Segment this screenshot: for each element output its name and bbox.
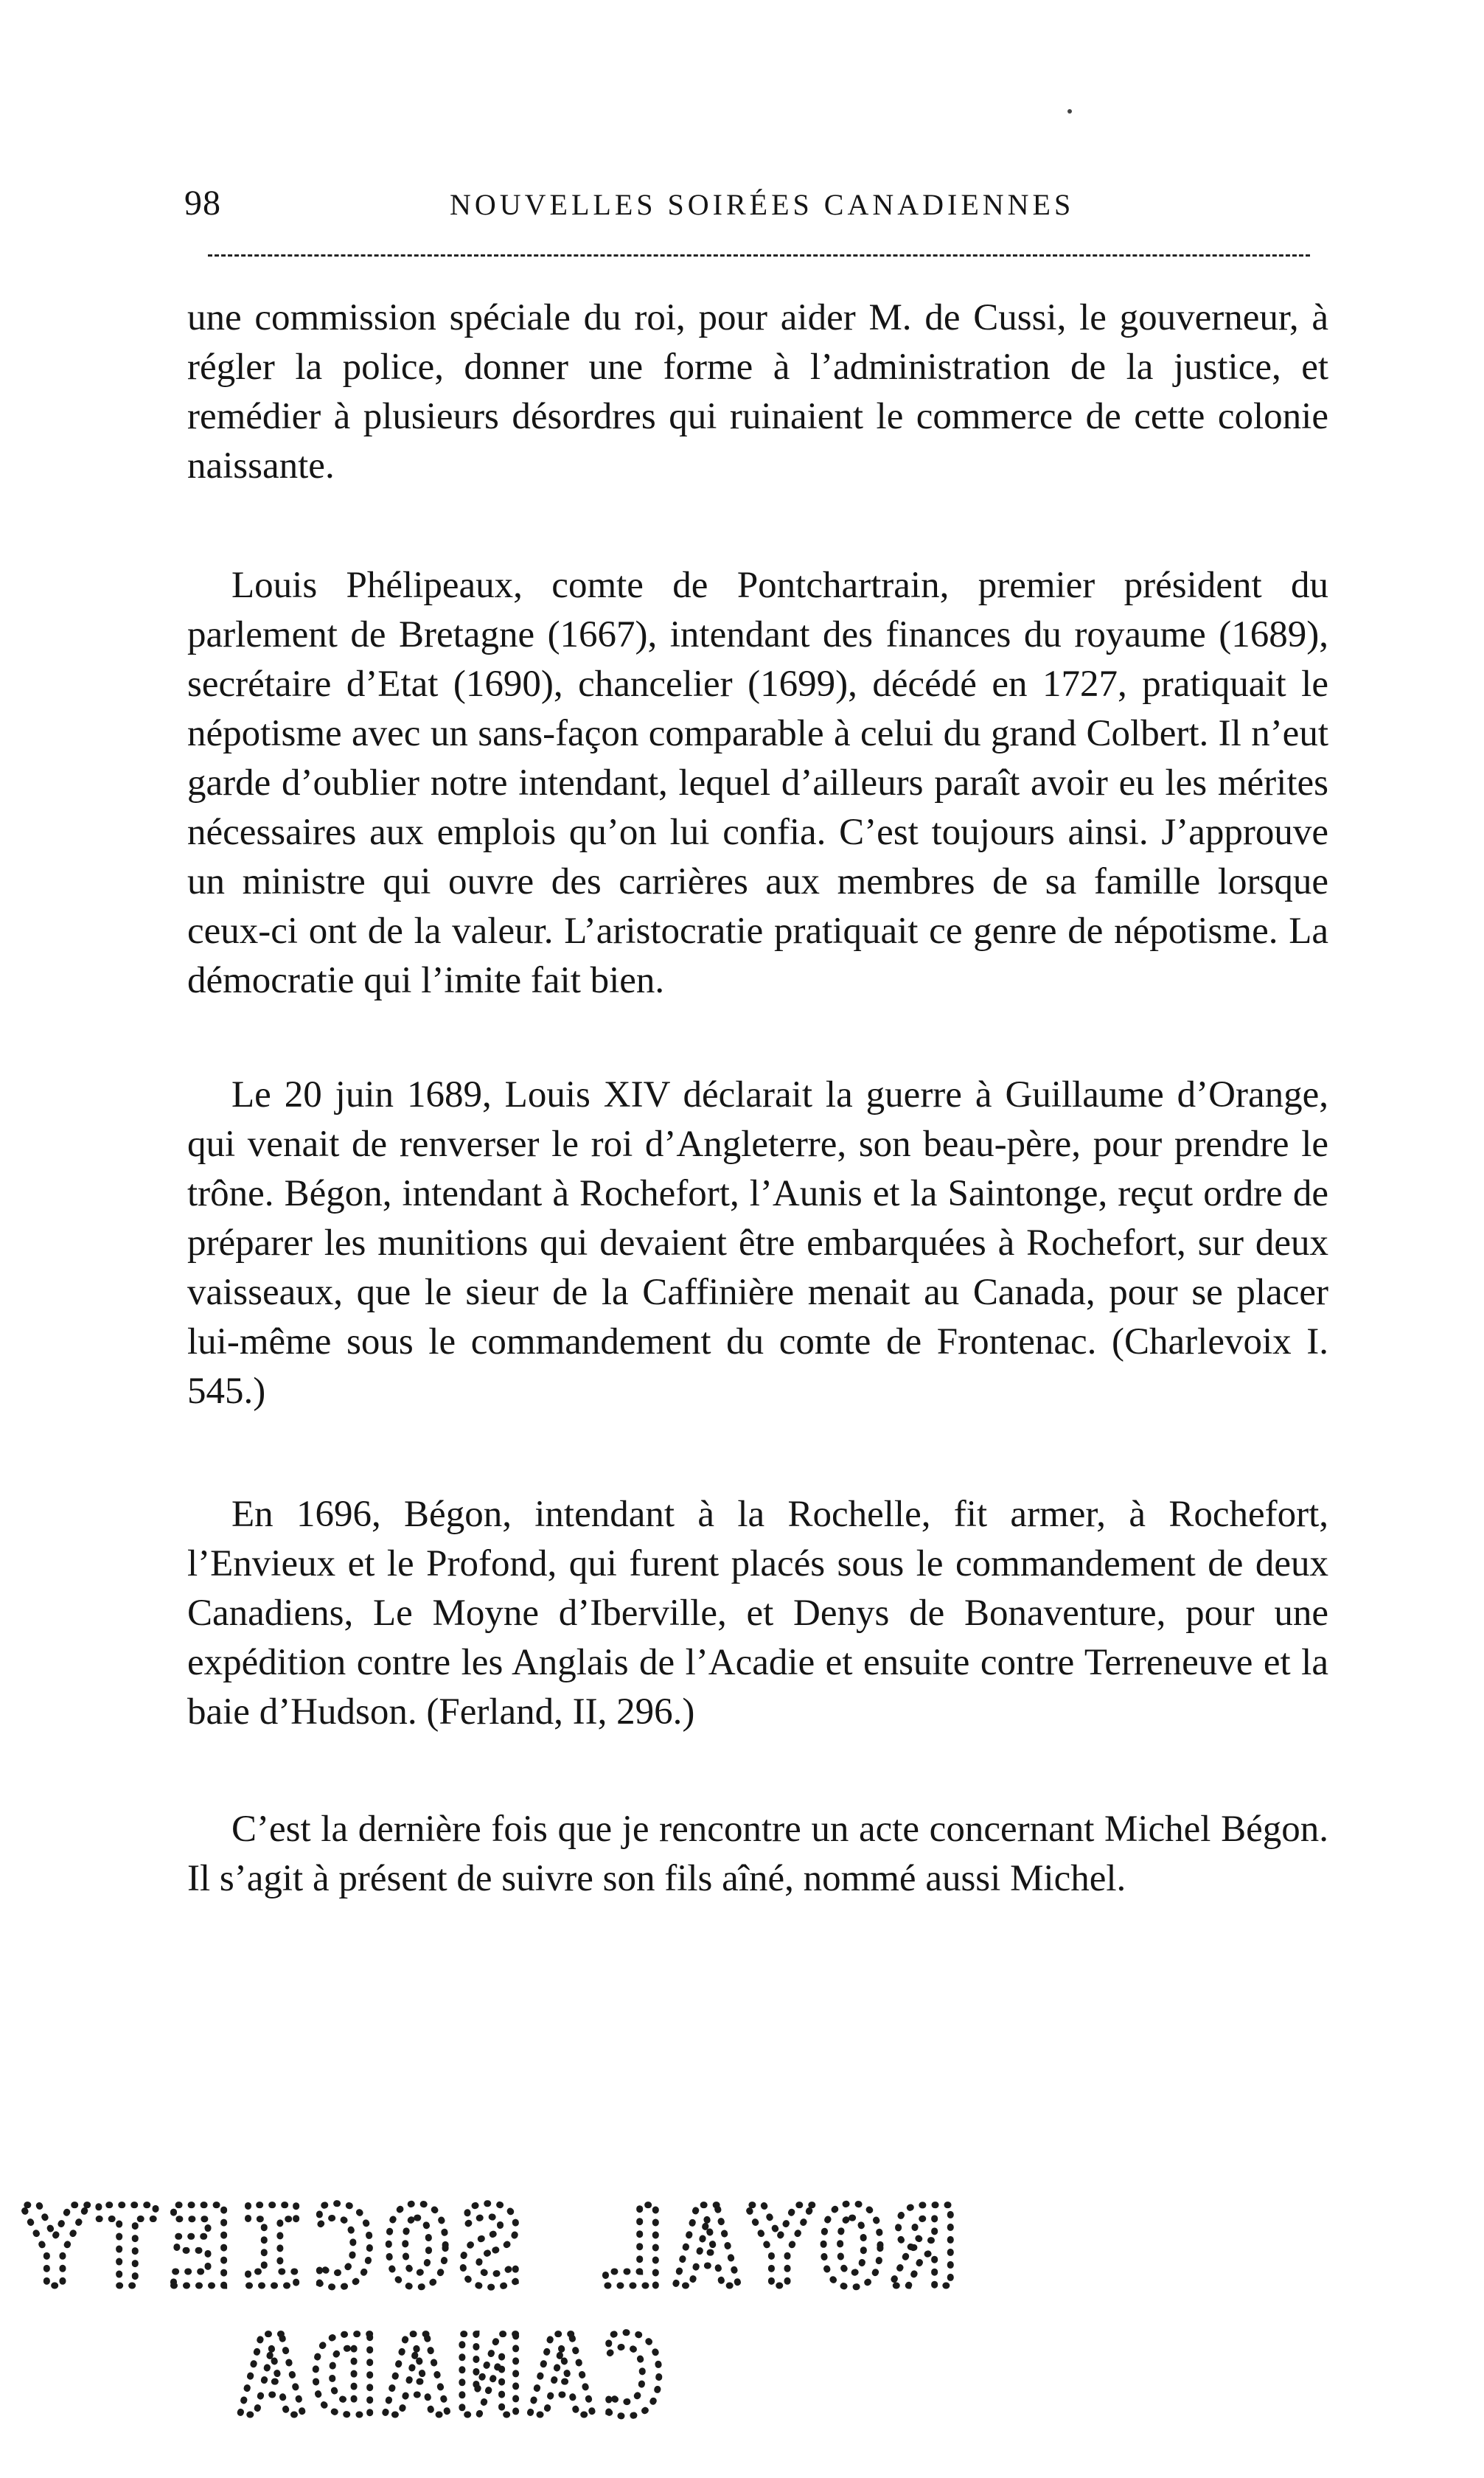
body-text	[187, 293, 1328, 1974]
paragraph-5: C’est la dernière fois que je rencontre un acte concernant Michel Bégon. Il s’agit à présent de suivre son fils aîné, nommé aussi Michel.	[187, 1809, 1328, 1899]
stamp-line-2: CANADA	[232, 2313, 667, 2441]
paragraph-1: une commission spéciale du roi, pour aider M. de Cussi, le gouverneur, à régler la police, donner une forme à l’administration de la justice, et remédier à plusieurs désordres qui ruinaient le commerce de cette colonie naissante.	[187, 297, 1328, 487]
header-rule	[208, 254, 1310, 257]
page-number: 98	[184, 184, 221, 223]
paragraph-4: En 1696, Bégon, intendant à la Rochelle, fit armer, à Rochefort, l’Envieux et le Profond, qui furent placés sous le commandement de deux Canadiens, Le Moyne d’Iberville, et Denys de Bonaventure, pour une expédition contre les Anglais de l’Acadie et ensuite contre Terreneuve et la baie d’Hudson. (Ferland, II, 296.)	[187, 1494, 1328, 1733]
stamp-line-1: ROYAL SOCIETY	[15, 2184, 958, 2312]
running-head	[184, 183, 1320, 227]
ink-speck	[1067, 109, 1072, 114]
running-title: NOUVELLES SOIRÉES CANADIENNES	[450, 188, 1075, 221]
paragraph-2: Louis Phélipeaux, comte de Pontchartrain, premier président du parlement de Bretagne (1667), intendant des finances du royaume (1689), secrétaire d’Etat (1690), chancelier (1699), décédé en 1727, pratiquait le népotisme avec un sans-façon comparable à celui du grand Colbert. Il n’eut garde d’oublier notre intendant, lequel d’ailleurs paraît avoir eu les mérites nécessaires aux emplois qu’on lui confia. C’est toujours ainsi. J’approuve un ministre qui ouvre des carrières aux membres de sa famille lorsque ceux-ci ont de la valeur. L’aristocratie pratiquait ce genre de népotisme. La démocratie qui l’imite fait bien.	[187, 565, 1328, 1001]
perforated-library-stamp	[15, 2182, 958, 2441]
paragraph-3: Le 20 juin 1689, Louis XIV déclarait la guerre à Guillaume d’Orange, qui venait de renverser le roi d’Angleterre, son beau-père, pour prendre le trône. Bégon, intendant à Rochefort, l’Aunis et la Saintonge, reçut ordre de préparer les munitions qui devaient être embarquées à Rochefort, sur deux vaisseaux, que le sieur de la Caffinière menait au Canada, pour se placer lui-même sous le commandement du comte de Frontenac. (Charlevoix I. 545.)	[187, 1074, 1328, 1412]
